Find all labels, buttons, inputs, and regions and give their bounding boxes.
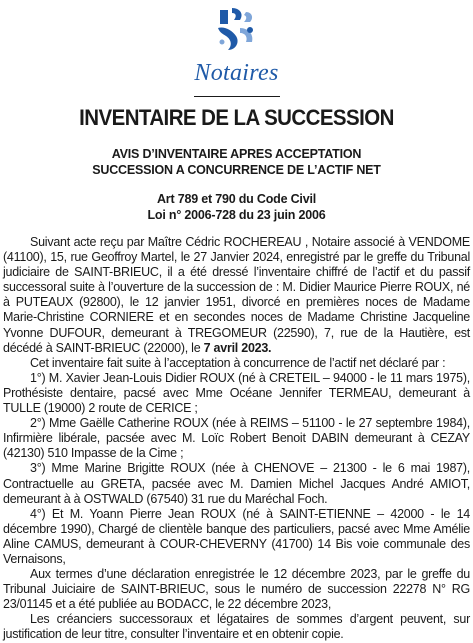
heir-3: 3°) Mme Marine Brigitte ROUX (née à CHENOVE – 21300 - le 6 mai 1987), Contractuelle au GRETA, pacsée avec M. Damien Michel Jacques André AMIOT, demeurant à à OSTWALD (67540) 31 rue du Maréchal Foch. — [3, 461, 470, 506]
death-date: 7 avril 2023. — [203, 340, 272, 355]
law-line-2: Loi n° 2006-728 du 23 juin 2006 — [147, 208, 326, 222]
notaires-logo — [0, 6, 473, 98]
paragraph-deed-text: Suivant acte reçu par Maître Cédric ROCHEREAU , Notaire associé à VENDOME (41100), 15, rue Geoffroy Martel, le 27 Janvier 2024, enregistré par le greffe du Tribunal judiciaire de SAINT-BRIEUC, il a été dressé l’inventaire chiffré de l’actif et du passif successoral suite à l’ouverture de la succession de : M. Didier Maurice Pierre ROUX, né à PUTEAUX (92800), le 12 janvier 1951, divorcé en premières noces de Madame Marie-Christine CORNIERE et en secondes noces de Madame Christine Jacqueline Yvonne DUFOUR, demeurant à TREGOMEUR (22590), 7, rue de la Hautière, est décédé à SAINT-BRIEUC (22000), le — [3, 235, 470, 355]
heir-2: 2°) Mme Gaëlle Catherine ROUX (née à REIMS – 51100 - le 27 septembre 1984), Infirmière libérale, pacsée avec M. Loïc Robert Benoit DABIN demeurant à CEZAY (42130) 510 Impasse de la Cime ; — [3, 416, 470, 461]
paragraph-creditors: Les créanciers successoraux et légataires de sommes d’argent peuvent, sur justification de leur titre, consulter l’inventaire et en obtenir copie. — [3, 612, 470, 642]
divider-line — [194, 96, 280, 97]
subtitle-line-2: SUCCESSION A CONCURRENCE DE L’ACTIF NET — [92, 163, 381, 177]
law-line-1: Art 789 et 790 du Code Civil — [156, 192, 317, 206]
heir-4: 4°) Et M. Yoann Pierre Jean ROUX (né à SAINT-ETIENNE – 42000 - le 14 décembre 1990), Chargé de clientèle banque des particuliers, pacsé avec Mme Amélie Aline CAMUS, demeurant à COUR-CHEVERNY (41700) 14 Bis voie communale des Vernaisons, — [3, 506, 470, 566]
law-reference-block — [0, 191, 473, 223]
page-title: INVENTAIRE DE LA SUCCESSION — [79, 105, 394, 130]
brand-name: Notaires — [194, 60, 279, 86]
subtitle-line-1: AVIS D’INVENTAIRE APRES ACCEPTATION — [111, 147, 362, 161]
heir-1: 1°) M. Xavier Jean-Louis Didier ROUX (né à CRETEIL – 94000 - le 11 mars 1975), Prothésiste dentaire, pacsé avec Mme Océane Jennifer TERMEAU, demeurant à TULLE (19000) 2 route de CERICE ; — [3, 370, 470, 416]
notice-body — [3, 235, 470, 643]
paragraph-acceptance: Cet inventaire fait suite à l’acceptation à concurrence de l’actif net déclaré par : — [30, 355, 446, 370]
subtitle-block — [0, 146, 473, 178]
paragraph-declaration: Aux termes d’une déclaration enregistrée le 12 décembre 2023, par le greffe du Tribunal Juiciaire de SAINT-BRIEUC, sous le numéro de succession 22278 N° RG 23/01145 et a été publiée au BODACC, le 22 décembre 2023, — [3, 567, 470, 612]
paragraph-deed — [3, 235, 470, 356]
notaires-emblem-icon — [206, 6, 268, 58]
